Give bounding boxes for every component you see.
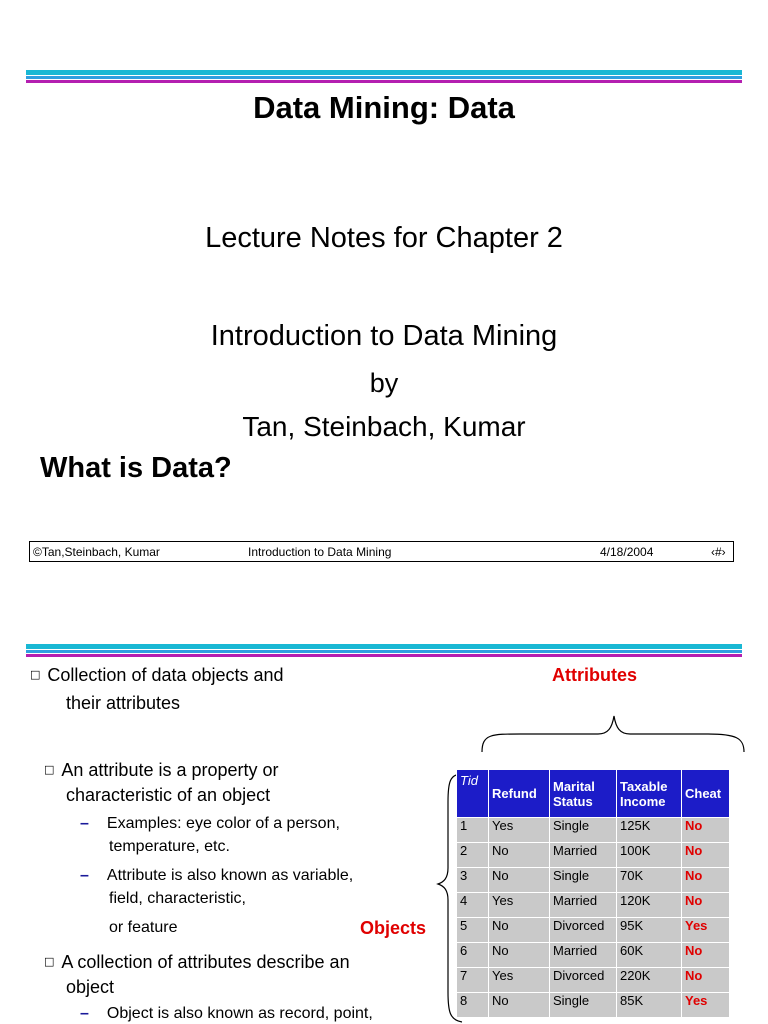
subtitle-authors: Tan, Steinbach, Kumar (242, 411, 526, 442)
sub-bullet-examples: – Examples: eye color of a person, (80, 815, 340, 832)
table-cell: No (489, 993, 550, 1018)
table-cell: No (489, 843, 550, 868)
table-cell: No (489, 918, 550, 943)
table-header-cell: Cheat (682, 770, 730, 818)
table-row (457, 968, 730, 993)
table-cell: 120K (617, 893, 682, 918)
table-cell: Yes (682, 918, 730, 943)
sub-bullet-aka-cont2: or feature (109, 919, 178, 936)
table-cell: Divorced (550, 918, 617, 943)
top-divider-stripes (26, 70, 742, 84)
bullet-collection: □ Collection of data objects and (30, 665, 284, 685)
table-cell: 3 (457, 868, 489, 893)
table-cell: Single (550, 993, 617, 1018)
bullet-object-cont: object (66, 977, 115, 997)
footer-date: 4/18/2004 (600, 545, 654, 559)
sub-bullet-record: – Object is also known as record, point, (80, 1005, 373, 1022)
subtitle-by: by (369, 368, 399, 398)
table-cell: 70K (617, 868, 682, 893)
table-row (457, 843, 730, 868)
table-cell: Yes (682, 993, 730, 1018)
table-header-row (457, 770, 730, 818)
table-cell: No (489, 943, 550, 968)
table-cell: 6 (457, 943, 489, 968)
subtitle-lecture-notes: Lecture Notes for Chapter 2 (205, 222, 563, 254)
table-cell: Yes (489, 968, 550, 993)
table-cell: 4 (457, 893, 489, 918)
bullet-attribute-cont: characteristic of an object (66, 785, 271, 805)
second-divider-stripes (26, 644, 742, 658)
table-cell: No (682, 943, 730, 968)
table-row (457, 893, 730, 918)
data-table (456, 769, 730, 1018)
slide-heading-what-is-data: What is Data? (40, 452, 232, 484)
sub-bullet-aka-cont: field, characteristic, (109, 890, 246, 907)
table-cell: No (682, 818, 730, 843)
slide-footer (29, 541, 734, 562)
table-cell: 8 (457, 993, 489, 1018)
sub-bullet-examples-cont: temperature, etc. (109, 838, 230, 855)
bullet-square-icon: □ (30, 668, 41, 681)
table-cell: No (489, 868, 550, 893)
table-cell: Married (550, 843, 617, 868)
table-row (457, 818, 730, 843)
table-row (457, 943, 730, 968)
table-row (457, 993, 730, 1018)
table-cell: Divorced (550, 968, 617, 993)
table-cell: Married (550, 893, 617, 918)
dash-icon: – (80, 867, 89, 884)
table-header-cell: Marital Status (550, 770, 617, 818)
table-cell: No (682, 868, 730, 893)
table-cell: 7 (457, 968, 489, 993)
table-row (457, 868, 730, 893)
table-header-cell: Taxable Income (617, 770, 682, 818)
bullet-square-icon: □ (44, 763, 55, 776)
table-cell: No (682, 968, 730, 993)
sub-bullet-aka: – Attribute is also known as variable, (80, 867, 354, 884)
table-cell: 1 (457, 818, 489, 843)
table-cell: 125K (617, 818, 682, 843)
table-header-cell: Refund (489, 770, 550, 818)
dash-icon: – (80, 815, 89, 832)
table-cell: Married (550, 943, 617, 968)
table-cell: 2 (457, 843, 489, 868)
attributes-brace-icon (480, 714, 746, 754)
table-cell: 85K (617, 993, 682, 1018)
table-cell: Yes (489, 893, 550, 918)
table-cell: Single (550, 868, 617, 893)
table-cell: 5 (457, 918, 489, 943)
table-cell: Single (550, 818, 617, 843)
objects-label: Objects (360, 918, 427, 938)
bullet-square-icon: □ (44, 955, 55, 968)
footer-course: Introduction to Data Mining (248, 545, 392, 559)
bullet-collection-cont: their attributes (66, 693, 181, 713)
table-cell: 60K (617, 943, 682, 968)
table-cell: 100K (617, 843, 682, 868)
slide-title: Data Mining: Data (253, 90, 515, 125)
dash-icon: – (80, 1005, 89, 1022)
subtitle-book-title: Introduction to Data Mining (210, 320, 558, 352)
bullet-attribute: □ An attribute is a property or (44, 760, 279, 780)
table-cell: 220K (617, 968, 682, 993)
table-cell: No (682, 843, 730, 868)
table-cell: 95K (617, 918, 682, 943)
footer-page-number: ‹#› (711, 545, 726, 559)
table-cell: Yes (489, 818, 550, 843)
footer-copyright: ©Tan,Steinbach, Kumar (33, 545, 160, 559)
table-header-cell: Tid (457, 770, 489, 818)
bullet-object: □ A collection of attributes describe an (44, 952, 350, 972)
table-cell: No (682, 893, 730, 918)
attributes-label: Attributes (552, 665, 637, 685)
table-row (457, 918, 730, 943)
